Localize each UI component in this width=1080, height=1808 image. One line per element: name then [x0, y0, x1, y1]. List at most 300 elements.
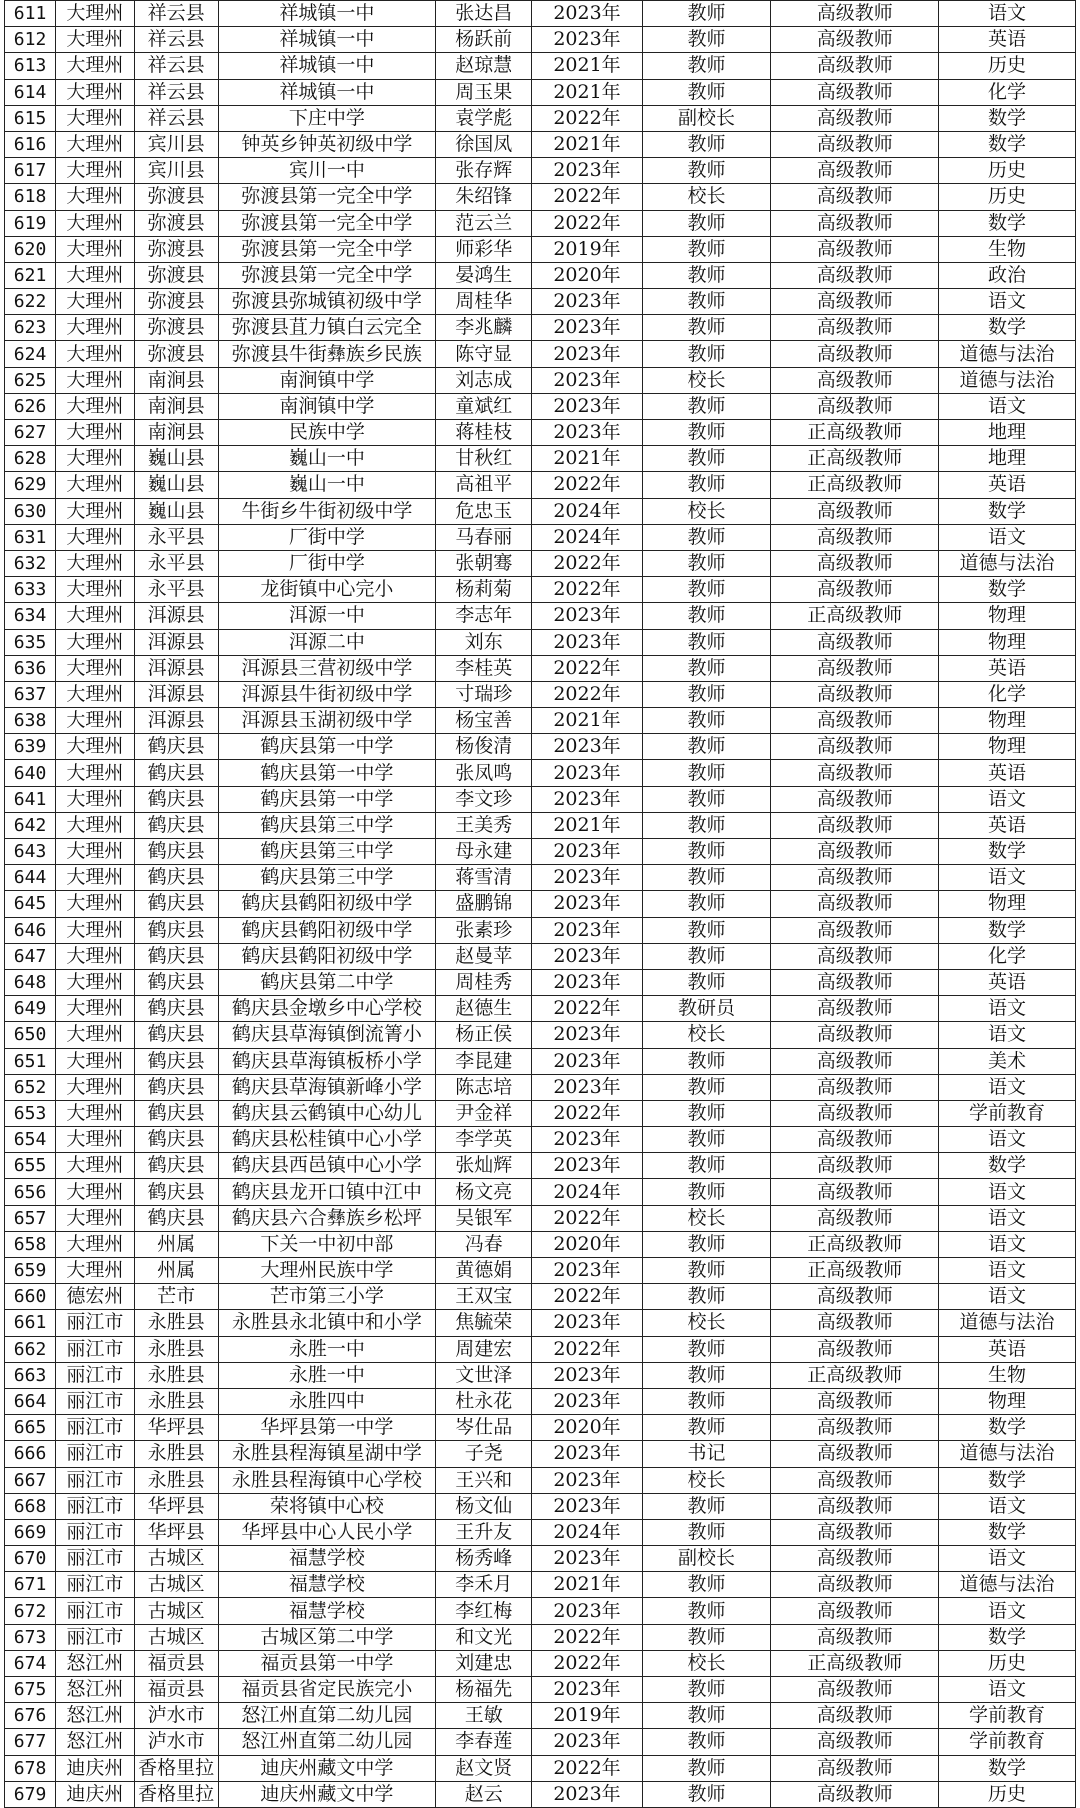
subject-cell: 语文 — [939, 865, 1076, 891]
prefecture-cell: 丽江市 — [56, 1493, 135, 1519]
position-cell: 教师 — [642, 158, 771, 184]
year-cell: 2023年 — [532, 1153, 642, 1179]
table-row — [5, 53, 1076, 79]
row-number-cell: 669 — [5, 1519, 56, 1545]
school-cell: 鹤庆县第三中学 — [218, 839, 436, 865]
prefecture-cell: 大理州 — [56, 812, 135, 838]
prefecture-cell: 丽江市 — [56, 1388, 135, 1414]
title-cell: 高级教师 — [771, 524, 939, 550]
row-number-cell: 656 — [5, 1179, 56, 1205]
prefecture-cell: 大理州 — [56, 550, 135, 576]
county-cell: 鹤庆县 — [134, 839, 218, 865]
prefecture-cell: 怒江州 — [56, 1677, 135, 1703]
year-cell: 2020年 — [532, 1415, 642, 1441]
title-cell: 高级教师 — [771, 1572, 939, 1598]
school-cell: 鹤庆县草海镇倒流箐小 — [218, 1022, 436, 1048]
school-cell: 洱源县三营初级中学 — [218, 655, 436, 681]
teacher-name-cell: 李春莲 — [436, 1729, 532, 1755]
teacher-name-cell: 王美秀 — [436, 812, 532, 838]
position-cell: 校长 — [642, 1650, 771, 1676]
school-cell: 迪庆州藏文中学 — [218, 1781, 436, 1807]
row-number-cell: 659 — [5, 1258, 56, 1284]
title-cell: 高级教师 — [771, 1624, 939, 1650]
table-row — [5, 969, 1076, 995]
prefecture-cell: 大理州 — [56, 315, 135, 341]
subject-cell: 物理 — [939, 891, 1076, 917]
school-cell: 华坪县中心人民小学 — [218, 1519, 436, 1545]
teacher-name-cell: 寸瑞珍 — [436, 681, 532, 707]
year-cell: 2023年 — [532, 341, 642, 367]
row-number-cell: 672 — [5, 1598, 56, 1624]
position-cell: 教师 — [642, 734, 771, 760]
position-cell: 校长 — [642, 1022, 771, 1048]
row-number-cell: 612 — [5, 27, 56, 53]
prefecture-cell: 怒江州 — [56, 1703, 135, 1729]
county-cell: 古城区 — [134, 1598, 218, 1624]
subject-cell: 数学 — [939, 1624, 1076, 1650]
year-cell: 2021年 — [532, 53, 642, 79]
subject-cell: 语文 — [939, 786, 1076, 812]
subject-cell: 学前教育 — [939, 1100, 1076, 1126]
county-cell: 永胜县 — [134, 1467, 218, 1493]
year-cell: 2022年 — [532, 1205, 642, 1231]
county-cell: 弥渡县 — [134, 210, 218, 236]
position-cell: 教师 — [642, 236, 771, 262]
subject-cell: 生物 — [939, 1362, 1076, 1388]
position-cell: 副校长 — [642, 1546, 771, 1572]
position-cell: 校长 — [642, 1205, 771, 1231]
county-cell: 华坪县 — [134, 1493, 218, 1519]
county-cell: 弥渡县 — [134, 289, 218, 315]
title-cell: 高级教师 — [771, 943, 939, 969]
subject-cell: 数学 — [939, 1415, 1076, 1441]
year-cell: 2021年 — [532, 708, 642, 734]
prefecture-cell: 大理州 — [56, 393, 135, 419]
school-cell: 弥渡县弥城镇初级中学 — [218, 289, 436, 315]
prefecture-cell: 大理州 — [56, 839, 135, 865]
school-cell: 鹤庆县第一中学 — [218, 760, 436, 786]
position-cell: 教师 — [642, 131, 771, 157]
table-row — [5, 1388, 1076, 1414]
row-number-cell: 668 — [5, 1493, 56, 1519]
subject-cell: 历史 — [939, 1650, 1076, 1676]
prefecture-cell: 大理州 — [56, 105, 135, 131]
table-row — [5, 158, 1076, 184]
title-cell: 高级教师 — [771, 393, 939, 419]
teacher-name-cell: 李志年 — [436, 603, 532, 629]
position-cell: 校长 — [642, 367, 771, 393]
row-number-cell: 645 — [5, 891, 56, 917]
row-number-cell: 621 — [5, 262, 56, 288]
row-number-cell: 615 — [5, 105, 56, 131]
title-cell: 高级教师 — [771, 786, 939, 812]
table-row — [5, 1336, 1076, 1362]
row-number-cell: 630 — [5, 498, 56, 524]
prefecture-cell: 迪庆州 — [56, 1781, 135, 1807]
title-cell: 高级教师 — [771, 315, 939, 341]
table-row — [5, 1598, 1076, 1624]
title-cell: 高级教师 — [771, 734, 939, 760]
year-cell: 2021年 — [532, 79, 642, 105]
prefecture-cell: 大理州 — [56, 131, 135, 157]
row-number-cell: 635 — [5, 629, 56, 655]
subject-cell: 语文 — [939, 1074, 1076, 1100]
subject-cell: 语文 — [939, 289, 1076, 315]
year-cell: 2023年 — [532, 917, 642, 943]
subject-cell: 语文 — [939, 524, 1076, 550]
position-cell: 教师 — [642, 943, 771, 969]
school-cell: 鹤庆县鹤阳初级中学 — [218, 917, 436, 943]
table-row — [5, 315, 1076, 341]
teacher-name-cell: 李红梅 — [436, 1598, 532, 1624]
teacher-name-cell: 蒋桂枝 — [436, 420, 532, 446]
position-cell: 教师 — [642, 681, 771, 707]
title-cell: 高级教师 — [771, 158, 939, 184]
prefecture-cell: 大理州 — [56, 236, 135, 262]
table-row — [5, 1205, 1076, 1231]
teacher-name-cell: 范云兰 — [436, 210, 532, 236]
teacher-name-cell: 蒋雪清 — [436, 865, 532, 891]
row-number-cell: 657 — [5, 1205, 56, 1231]
county-cell: 华坪县 — [134, 1519, 218, 1545]
year-cell: 2023年 — [532, 1677, 642, 1703]
year-cell: 2023年 — [532, 734, 642, 760]
position-cell: 教师 — [642, 472, 771, 498]
teacher-name-cell: 李桂英 — [436, 655, 532, 681]
subject-cell: 数学 — [939, 1755, 1076, 1781]
position-cell: 教师 — [642, 1755, 771, 1781]
teacher-name-cell: 周桂华 — [436, 289, 532, 315]
position-cell: 教师 — [642, 262, 771, 288]
position-cell: 教师 — [642, 1493, 771, 1519]
subject-cell: 英语 — [939, 472, 1076, 498]
subject-cell: 语文 — [939, 1677, 1076, 1703]
prefecture-cell: 大理州 — [56, 79, 135, 105]
prefecture-cell: 大理州 — [56, 1179, 135, 1205]
prefecture-cell: 大理州 — [56, 262, 135, 288]
row-number-cell: 613 — [5, 53, 56, 79]
teacher-name-cell: 王双宝 — [436, 1284, 532, 1310]
prefecture-cell: 大理州 — [56, 341, 135, 367]
table-row — [5, 996, 1076, 1022]
prefecture-cell: 大理州 — [56, 1100, 135, 1126]
row-number-cell: 646 — [5, 917, 56, 943]
position-cell: 教师 — [642, 446, 771, 472]
subject-cell: 道德与法治 — [939, 1572, 1076, 1598]
position-cell: 教师 — [642, 760, 771, 786]
row-number-cell: 642 — [5, 812, 56, 838]
year-cell: 2022年 — [532, 105, 642, 131]
row-number-cell: 618 — [5, 184, 56, 210]
county-cell: 永胜县 — [134, 1441, 218, 1467]
year-cell: 2024年 — [532, 1519, 642, 1545]
title-cell: 高级教师 — [771, 1546, 939, 1572]
prefecture-cell: 大理州 — [56, 891, 135, 917]
county-cell: 泸水市 — [134, 1729, 218, 1755]
teacher-name-cell: 张凤鸣 — [436, 760, 532, 786]
teacher-name-cell: 赵曼苹 — [436, 943, 532, 969]
title-cell: 高级教师 — [771, 131, 939, 157]
teacher-name-cell: 袁学彪 — [436, 105, 532, 131]
school-cell: 下关一中初中部 — [218, 1231, 436, 1257]
title-cell: 高级教师 — [771, 1179, 939, 1205]
position-cell: 教师 — [642, 969, 771, 995]
subject-cell: 物理 — [939, 1388, 1076, 1414]
title-cell: 高级教师 — [771, 236, 939, 262]
row-number-cell: 638 — [5, 708, 56, 734]
year-cell: 2023年 — [532, 891, 642, 917]
year-cell: 2022年 — [532, 472, 642, 498]
position-cell: 校长 — [642, 1310, 771, 1336]
teacher-name-cell: 王升友 — [436, 1519, 532, 1545]
subject-cell: 道德与法治 — [939, 341, 1076, 367]
table-row — [5, 1729, 1076, 1755]
table-row — [5, 1441, 1076, 1467]
school-cell: 厂街中学 — [218, 550, 436, 576]
prefecture-cell: 丽江市 — [56, 1546, 135, 1572]
teacher-name-cell: 刘志成 — [436, 367, 532, 393]
year-cell: 2023年 — [532, 1441, 642, 1467]
county-cell: 永胜县 — [134, 1362, 218, 1388]
teacher-name-cell: 陈志培 — [436, 1074, 532, 1100]
title-cell: 高级教师 — [771, 917, 939, 943]
county-cell: 鹤庆县 — [134, 969, 218, 995]
school-cell: 洱源二中 — [218, 629, 436, 655]
position-cell: 教师 — [642, 524, 771, 550]
school-cell: 鹤庆县云鹤镇中心幼儿 — [218, 1100, 436, 1126]
teacher-name-cell: 杨俊清 — [436, 734, 532, 760]
school-cell: 怒江州直第二幼儿园 — [218, 1703, 436, 1729]
subject-cell: 语文 — [939, 996, 1076, 1022]
title-cell: 高级教师 — [771, 1310, 939, 1336]
year-cell: 2019年 — [532, 236, 642, 262]
county-cell: 华坪县 — [134, 1415, 218, 1441]
table-row — [5, 917, 1076, 943]
county-cell: 福贡县 — [134, 1677, 218, 1703]
prefecture-cell: 大理州 — [56, 1258, 135, 1284]
teacher-name-cell: 文世泽 — [436, 1362, 532, 1388]
year-cell: 2023年 — [532, 393, 642, 419]
teacher-name-cell: 徐国凤 — [436, 131, 532, 157]
teacher-name-cell: 张灿辉 — [436, 1153, 532, 1179]
school-cell: 鹤庆县第三中学 — [218, 812, 436, 838]
county-cell: 永平县 — [134, 550, 218, 576]
school-cell: 鹤庆县六合彝族乡松坪 — [218, 1205, 436, 1231]
prefecture-cell: 大理州 — [56, 210, 135, 236]
county-cell: 弥渡县 — [134, 262, 218, 288]
prefecture-cell: 大理州 — [56, 184, 135, 210]
table-row — [5, 131, 1076, 157]
county-cell: 祥云县 — [134, 27, 218, 53]
table-row — [5, 708, 1076, 734]
row-number-cell: 679 — [5, 1781, 56, 1807]
school-cell: 祥城镇一中 — [218, 1, 436, 27]
year-cell: 2023年 — [532, 969, 642, 995]
row-number-cell: 633 — [5, 577, 56, 603]
teacher-name-cell: 张朝骞 — [436, 550, 532, 576]
year-cell: 2022年 — [532, 577, 642, 603]
position-cell: 教师 — [642, 1284, 771, 1310]
position-cell: 教师 — [642, 655, 771, 681]
prefecture-cell: 大理州 — [56, 524, 135, 550]
position-cell: 教师 — [642, 1, 771, 27]
teacher-name-cell: 黄德娟 — [436, 1258, 532, 1284]
subject-cell: 数学 — [939, 105, 1076, 131]
school-cell: 鹤庆县金墩乡中心学校 — [218, 996, 436, 1022]
county-cell: 古城区 — [134, 1546, 218, 1572]
title-cell: 高级教师 — [771, 262, 939, 288]
table-row — [5, 839, 1076, 865]
school-cell: 华坪县第一中学 — [218, 1415, 436, 1441]
teacher-name-cell: 杨文亮 — [436, 1179, 532, 1205]
subject-cell: 历史 — [939, 1781, 1076, 1807]
title-cell: 高级教师 — [771, 1100, 939, 1126]
year-cell: 2023年 — [532, 760, 642, 786]
school-cell: 福贡县省定民族完小 — [218, 1677, 436, 1703]
school-cell: 永胜一中 — [218, 1336, 436, 1362]
year-cell: 2023年 — [532, 865, 642, 891]
title-cell: 高级教师 — [771, 1, 939, 27]
title-cell: 高级教师 — [771, 1336, 939, 1362]
year-cell: 2023年 — [532, 1467, 642, 1493]
county-cell: 南涧县 — [134, 393, 218, 419]
county-cell: 弥渡县 — [134, 236, 218, 262]
row-number-cell: 675 — [5, 1677, 56, 1703]
school-cell: 福慧学校 — [218, 1598, 436, 1624]
county-cell: 香格里拉 — [134, 1781, 218, 1807]
title-cell: 高级教师 — [771, 1048, 939, 1074]
table-row — [5, 1572, 1076, 1598]
position-cell: 教师 — [642, 79, 771, 105]
school-cell: 祥城镇一中 — [218, 27, 436, 53]
row-number-cell: 677 — [5, 1729, 56, 1755]
title-cell: 正高级教师 — [771, 603, 939, 629]
row-number-cell: 611 — [5, 1, 56, 27]
year-cell: 2022年 — [532, 1624, 642, 1650]
county-cell: 祥云县 — [134, 105, 218, 131]
year-cell: 2023年 — [532, 289, 642, 315]
school-cell: 永胜县永北镇中和小学 — [218, 1310, 436, 1336]
title-cell: 高级教师 — [771, 1677, 939, 1703]
teacher-name-cell: 焦毓荣 — [436, 1310, 532, 1336]
prefecture-cell: 丽江市 — [56, 1415, 135, 1441]
school-cell: 龙街镇中心完小 — [218, 577, 436, 603]
teacher-name-cell: 吴银军 — [436, 1205, 532, 1231]
position-cell: 教师 — [642, 1677, 771, 1703]
row-number-cell: 670 — [5, 1546, 56, 1572]
school-cell: 南涧镇中学 — [218, 393, 436, 419]
school-cell: 永胜一中 — [218, 1362, 436, 1388]
table-row — [5, 1677, 1076, 1703]
row-number-cell: 651 — [5, 1048, 56, 1074]
school-cell: 祥城镇一中 — [218, 53, 436, 79]
county-cell: 鹤庆县 — [134, 760, 218, 786]
county-cell: 南涧县 — [134, 367, 218, 393]
position-cell: 教师 — [642, 865, 771, 891]
position-cell: 教师 — [642, 1179, 771, 1205]
subject-cell: 数学 — [939, 1519, 1076, 1545]
row-number-cell: 614 — [5, 79, 56, 105]
school-cell: 永胜县程海镇中心学校 — [218, 1467, 436, 1493]
row-number-cell: 665 — [5, 1415, 56, 1441]
subject-cell: 道德与法治 — [939, 367, 1076, 393]
position-cell: 教师 — [642, 917, 771, 943]
position-cell: 教师 — [642, 289, 771, 315]
county-cell: 南涧县 — [134, 420, 218, 446]
subject-cell: 道德与法治 — [939, 1441, 1076, 1467]
school-cell: 钟英乡钟英初级中学 — [218, 131, 436, 157]
position-cell: 教师 — [642, 341, 771, 367]
teacher-name-cell: 杨福先 — [436, 1677, 532, 1703]
position-cell: 教师 — [642, 839, 771, 865]
year-cell: 2019年 — [532, 1703, 642, 1729]
table-row — [5, 1362, 1076, 1388]
position-cell: 教师 — [642, 1388, 771, 1414]
school-cell: 洱源一中 — [218, 603, 436, 629]
row-number-cell: 650 — [5, 1022, 56, 1048]
year-cell: 2023年 — [532, 1127, 642, 1153]
title-cell: 高级教师 — [771, 1755, 939, 1781]
year-cell: 2023年 — [532, 1048, 642, 1074]
table-row — [5, 446, 1076, 472]
county-cell: 永胜县 — [134, 1310, 218, 1336]
year-cell: 2021年 — [532, 812, 642, 838]
county-cell: 州属 — [134, 1258, 218, 1284]
title-cell: 高级教师 — [771, 629, 939, 655]
position-cell: 教师 — [642, 1729, 771, 1755]
year-cell: 2023年 — [532, 27, 642, 53]
year-cell: 2024年 — [532, 1179, 642, 1205]
prefecture-cell: 丽江市 — [56, 1336, 135, 1362]
prefecture-cell: 大理州 — [56, 158, 135, 184]
title-cell: 高级教师 — [771, 839, 939, 865]
title-cell: 高级教师 — [771, 550, 939, 576]
table-row — [5, 760, 1076, 786]
table-row — [5, 865, 1076, 891]
title-cell: 高级教师 — [771, 681, 939, 707]
table-row — [5, 1022, 1076, 1048]
subject-cell: 数学 — [939, 577, 1076, 603]
table-row — [5, 341, 1076, 367]
prefecture-cell: 大理州 — [56, 917, 135, 943]
table-row — [5, 1, 1076, 27]
row-number-cell: 629 — [5, 472, 56, 498]
table-row — [5, 1258, 1076, 1284]
school-cell: 洱源县牛街初级中学 — [218, 681, 436, 707]
title-cell: 高级教师 — [771, 969, 939, 995]
subject-cell: 历史 — [939, 53, 1076, 79]
title-cell: 高级教师 — [771, 1205, 939, 1231]
table-row — [5, 681, 1076, 707]
teacher-name-cell: 甘秋红 — [436, 446, 532, 472]
table-row — [5, 1310, 1076, 1336]
teacher-name-cell: 杨宝善 — [436, 708, 532, 734]
teacher-name-cell: 陈守显 — [436, 341, 532, 367]
prefecture-cell: 丽江市 — [56, 1572, 135, 1598]
row-number-cell: 619 — [5, 210, 56, 236]
table-row — [5, 1153, 1076, 1179]
subject-cell: 数学 — [939, 1467, 1076, 1493]
year-cell: 2024年 — [532, 498, 642, 524]
year-cell: 2023年 — [532, 1546, 642, 1572]
row-number-cell: 664 — [5, 1388, 56, 1414]
year-cell: 2023年 — [532, 1598, 642, 1624]
title-cell: 高级教师 — [771, 210, 939, 236]
title-cell: 正高级教师 — [771, 472, 939, 498]
teacher-name-cell: 师彩华 — [436, 236, 532, 262]
school-cell: 厂街中学 — [218, 524, 436, 550]
teacher-title-table — [4, 0, 1076, 1808]
